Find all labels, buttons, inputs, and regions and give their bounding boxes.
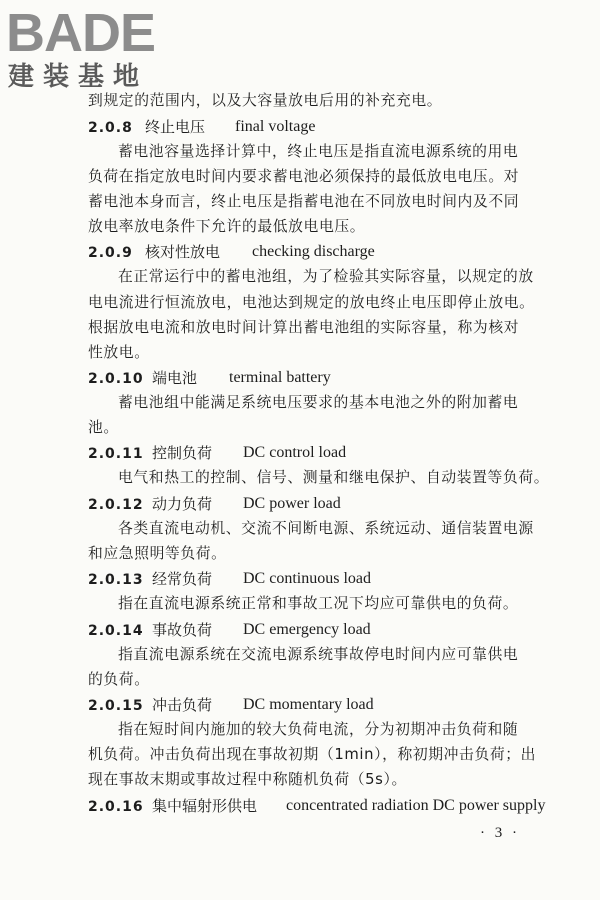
term-english: checking discharge [252,243,375,260]
term-chinese: 冲击负荷 [152,696,213,714]
definition-line: 蓄电池本身而言，终止电压是指蓄电池在不同放电时间内及不同 [88,193,520,210]
term-heading [88,368,331,389]
term-heading [88,443,347,464]
term-chinese: 终止电压 [145,118,206,136]
term-number: 2.0.16 [88,799,144,815]
definition-line: 电气和热工的控制、信号、测量和继电保护、自动装置等负荷。 [118,469,550,486]
term-heading [88,569,371,590]
definition-line: 根据放电电流和放电时间计算出蓄电池组的实际容量，称为核对 [88,319,520,336]
definition-line: 在正常运行中的蓄电池组，为了检验其实际容量，以规定的放 [118,268,534,285]
term-chinese: 经常负荷 [152,570,213,588]
page-number: · 3 · [480,825,520,841]
term-number: 2.0.14 [88,623,144,639]
definition-line: 指直流电源系统在交流电源系统事故停电时间内应可靠供电 [118,646,519,663]
term-chinese: 动力负荷 [152,495,213,513]
term-english: DC continuous load [243,570,371,587]
term-number: 2.0.10 [88,371,144,387]
term-english: DC momentary load [243,696,374,713]
definition-line: 电电流进行恒流放电，电池达到规定的放电终止电压即停止放电。 [88,294,535,311]
definition-line: 各类直流电动机、交流不间断电源、系统远动、通信装置电源 [118,520,534,537]
term-chinese: 核对性放电 [145,243,221,261]
logo-wordmark: BADE [6,3,156,63]
definition-line: 蓄电池组中能满足系统电压要求的基本电池之外的附加蓄电 [118,394,519,411]
definition-line: 机负荷。冲击负荷出现在事故初期（1min），称初期冲击负荷；出 [88,746,537,763]
definition-line: 池。 [88,419,119,436]
term-chinese: 端电池 [152,369,198,387]
logo-subtitle: 建装基地 [8,62,149,92]
definition-line: 现在事故末期或事故过程中称随机负荷（5s）。 [88,771,407,788]
definition-line: 指在直流电源系统正常和事故工况下均应可靠供电的负荷。 [118,595,519,612]
term-english: final voltage [235,118,316,135]
definition-line: 性放电。 [88,344,150,361]
definition-line: 负荷在指定放电时间内要求蓄电池必须保持的最低放电电压。对 [88,168,520,185]
term-number: 2.0.15 [88,698,144,714]
definition-line: 蓄电池容量选择计算中，终止电压是指直流电源系统的用电 [118,143,519,160]
definition-line: 放电率放电条件下允许的最低放电电压。 [88,218,366,235]
term-heading [88,620,371,641]
term-heading [88,494,341,515]
term-english: concentrated radiation DC power supply [286,797,546,814]
term-number: 2.0.12 [88,497,144,513]
term-heading [88,242,375,263]
term-english: DC control load [243,444,347,461]
term-heading [88,117,316,138]
definition-line: 指在短时间内施加的较大负荷电流，分为初期冲击负荷和随 [118,721,519,738]
term-heading [88,695,374,716]
term-heading [88,796,546,817]
term-number: 2.0.13 [88,572,144,588]
term-number: 2.0.9 [88,245,133,261]
term-english: terminal battery [229,369,331,386]
term-chinese: 事故负荷 [152,621,213,639]
term-chinese: 控制负荷 [152,444,213,462]
term-english: DC power load [243,495,341,512]
definition-line: 和应急照明等负荷。 [88,545,227,562]
term-english: DC emergency load [243,621,371,638]
intro-line: 到规定的范围内，以及大容量放电后用的补充充电。 [88,92,443,109]
definition-line: 的负荷。 [88,671,150,688]
term-number: 2.0.11 [88,446,144,462]
term-chinese: 集中辐射形供电 [152,797,258,815]
term-number: 2.0.8 [88,120,133,136]
